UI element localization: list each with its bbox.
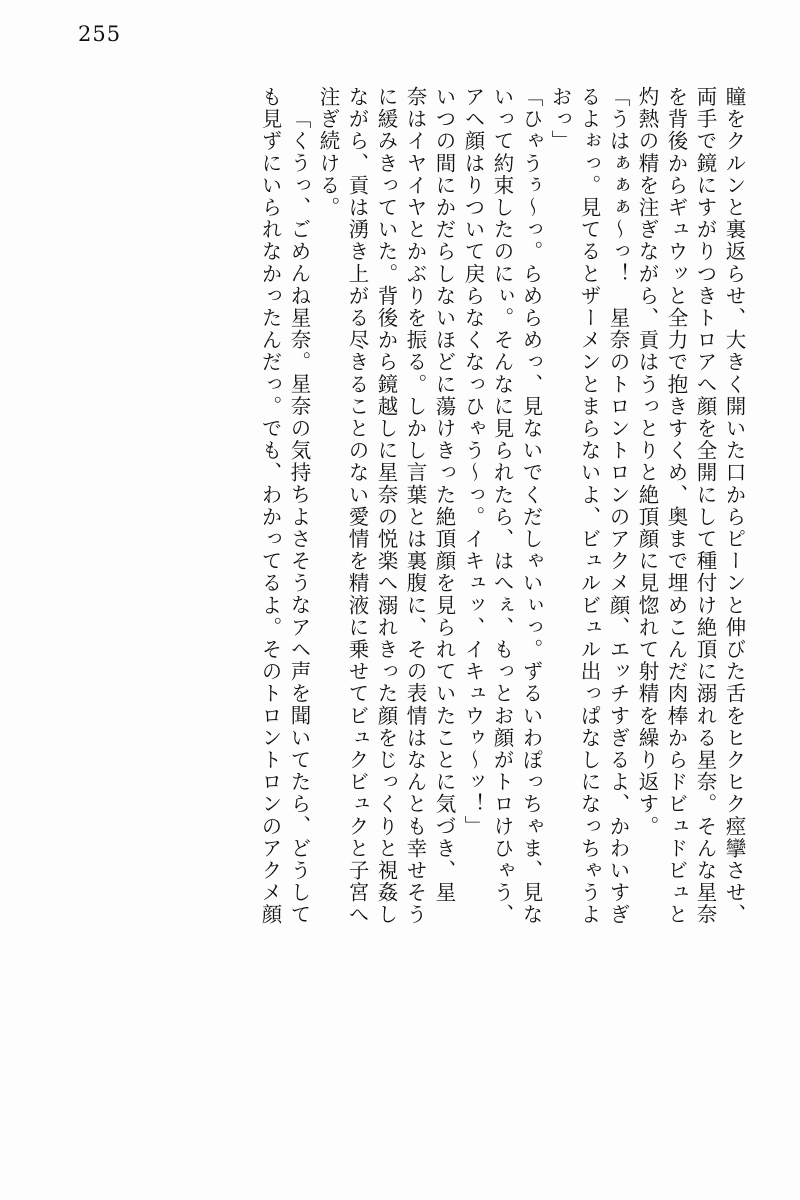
text-column: に緩みきっていた。背後から鏡越しに星奈の悦楽へ溺れきった顔をじっくりと視姦し <box>374 86 398 926</box>
text-column: 両手で鏡にすがりつきトロアへ顔を全開にして種付け絶頂に溺れる星奈。そんな星奈 <box>693 86 717 926</box>
text-column: 「くうっ、ごめんね星奈。星奈の気持ちよさそうなアヘ声を聞いてたら、どうして <box>287 108 311 926</box>
text-column: いつの間にかだらしないほどに蕩けきった絶頂顔を見られていたことに気づき、星 <box>432 86 456 904</box>
text-column: 瞳をクルンと裏返らせ、大きく開いた口からピーンと伸びた舌をヒクヒク痙攣させ、 <box>722 86 746 926</box>
text-column: 灼熱の精を注ぎながら、貢はうっとりと絶頂顔に見惚れて射精を繰り返す。 <box>635 86 659 838</box>
text-column: ながら、貢は湧き上がる尽きることのない愛情を精液に乗せてビュクビュクと子宮へ <box>345 86 369 926</box>
text-column: 注ぎ続ける。 <box>316 86 340 219</box>
text-column: を背後からギュウッと全力で抱きすくめ、奥まで埋めこんだ肉棒からドビュドビュと <box>664 86 688 926</box>
text-column: 「うはぁぁぁ～っ！ 星奈のトロントロンのアクメ顔、エッチすぎるよ、かわいすぎ <box>606 86 630 926</box>
text-column: も見ずにいられなかったんだっ。でも、わかってるよ。そのトロントロンのアクメ顔 <box>258 86 282 926</box>
text-column: アヘ顔はりついて戻らなくなっひゃう～っ。イキュッ、イキュウゥ～ッ！」 <box>461 86 485 838</box>
text-column: るよぉっ。見てるとザーメンとまらないよ、ビュルビュル出っぱなしになっちゃうよ <box>577 86 601 926</box>
text-column: いって約束したのにぃ。そんなに見られたら、はへぇ、もっとお顔がトロけひゃう、 <box>490 86 514 926</box>
text-column: 奈はイヤイヤとかぶりを振る。しかし言葉とは裏腹に、その表情はなんとも幸せそう <box>403 86 427 926</box>
page-number: 255 <box>78 22 122 46</box>
vertical-text-body <box>56 86 744 1166</box>
text-column: 「ひゃうぅ～っ。らめらめっ、見ないでくだしゃいぃっ。ずるいわぽっちゃま、見な <box>519 86 543 926</box>
text-column: おっ」 <box>548 86 572 153</box>
